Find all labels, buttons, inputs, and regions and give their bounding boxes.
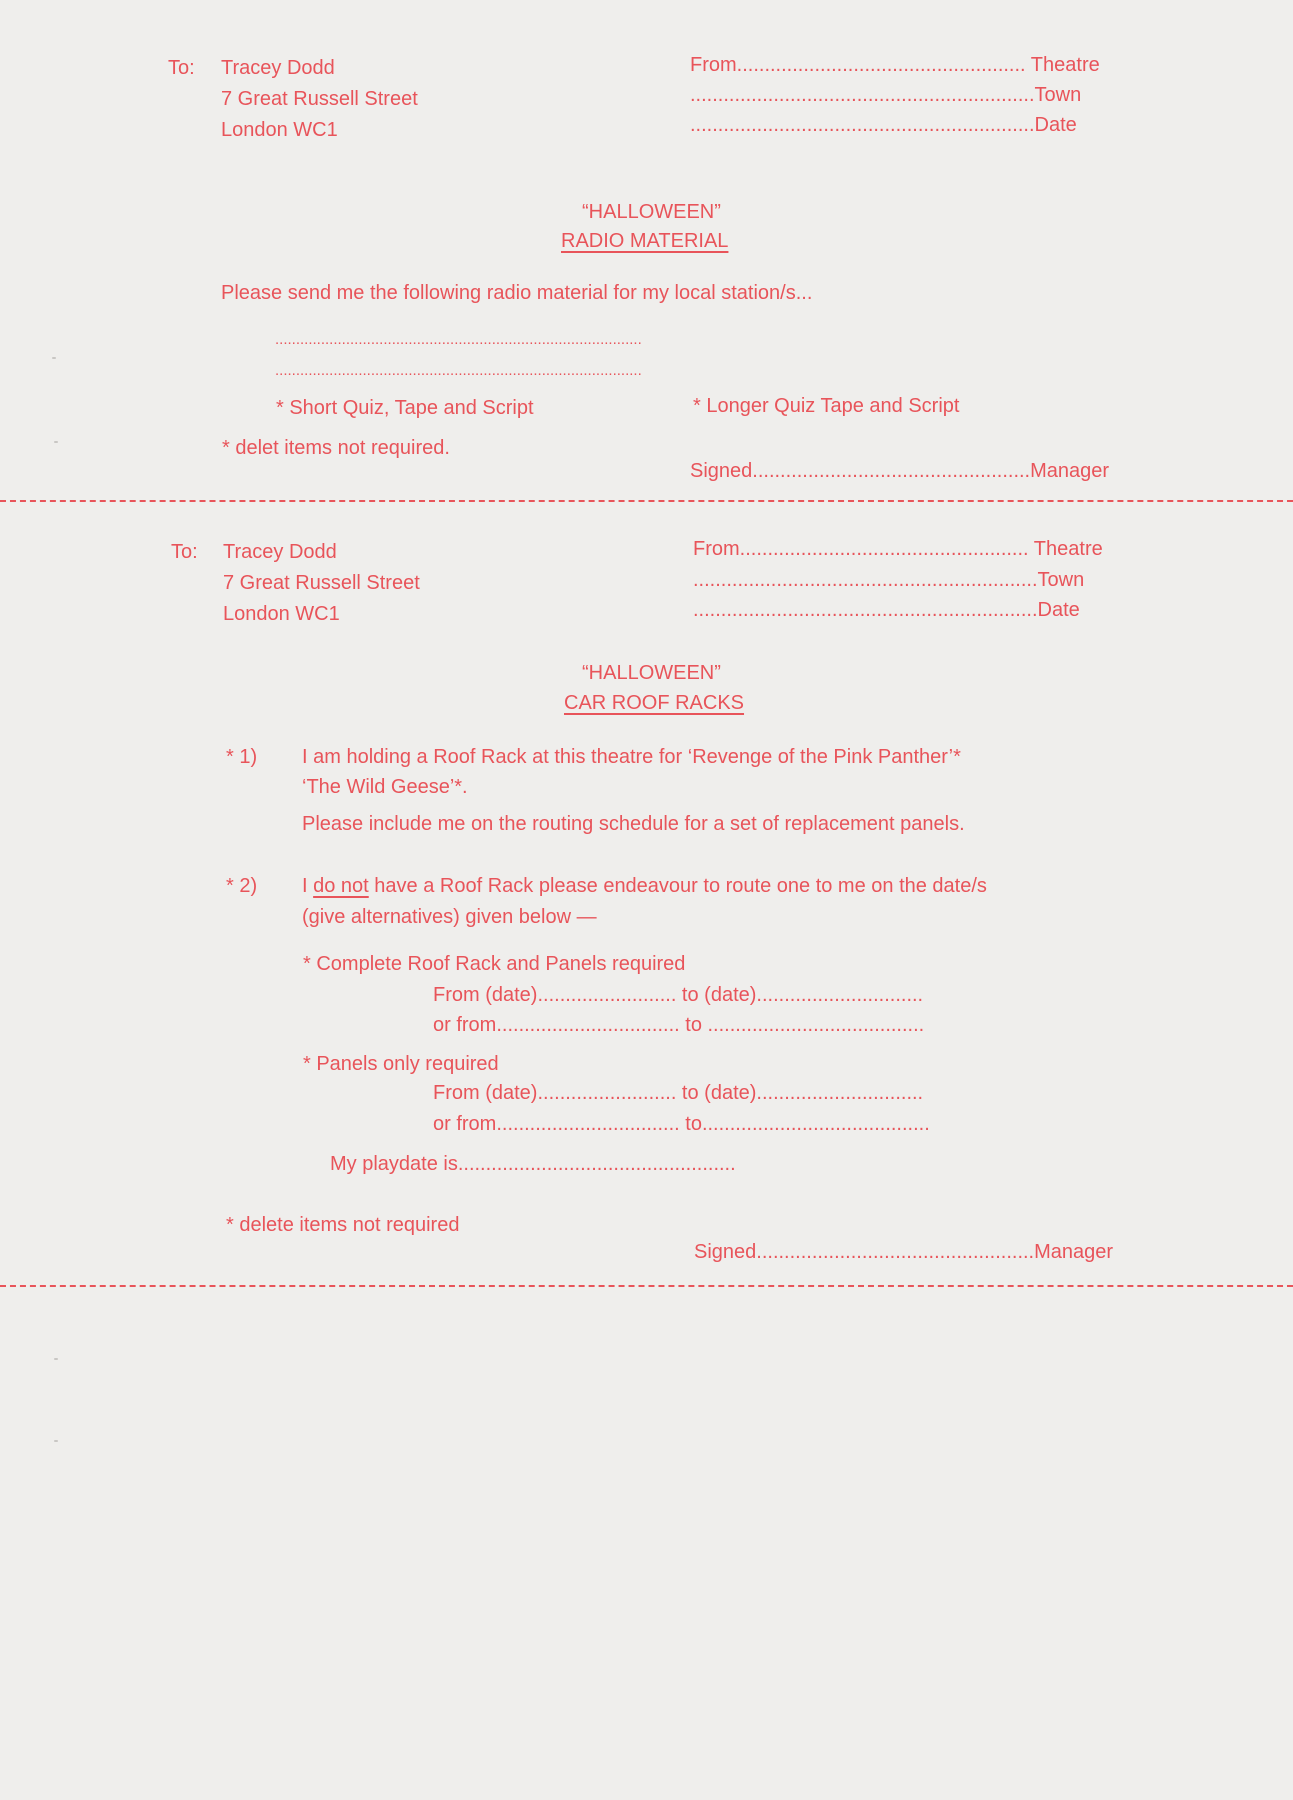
punch-mark (52, 357, 56, 359)
station-field-2[interactable]: ........................................................................................ (275, 362, 642, 379)
item-1-request: Please include me on the routing schedule for a set of replacement panels. (302, 813, 965, 835)
from-theatre-field[interactable]: From.................................................... Theatre (693, 538, 1103, 560)
to-label: To: (171, 541, 198, 563)
form-subtitle: RADIO MATERIAL (561, 230, 729, 252)
punch-mark (54, 1440, 58, 1442)
item-1-text-cont: ‘The Wild Geese’*. (302, 776, 468, 798)
form-subtitle: CAR ROOF RACKS (564, 692, 745, 714)
form-title: “HALLOWEEN” (582, 201, 721, 223)
complete-from-to-field[interactable]: From (date)......................... to (date).............................. (433, 984, 924, 1006)
recipient-street: 7 Great Russell Street (223, 572, 420, 594)
form-title: “HALLOWEEN” (582, 662, 721, 684)
delete-note: * delet items not required. (222, 437, 450, 459)
date-field[interactable]: ..............................................................Date (690, 114, 1077, 136)
recipient-city: London WC1 (221, 119, 338, 141)
item-2-text-post: have a Roof Rack please endeavour to route one to me on the date/s (368, 875, 987, 897)
recipient-name: Tracey Dodd (223, 541, 337, 563)
punch-mark (54, 1358, 58, 1360)
item-2-text-cont: (give alternatives) given below — (302, 906, 597, 928)
item-2-marker[interactable]: * 2) (226, 875, 258, 897)
to-label: To: (168, 57, 195, 79)
punch-mark (54, 441, 58, 443)
town-field[interactable]: ..............................................................Town (690, 84, 1082, 106)
request-text: Please send me the following radio material for my local station/s... (221, 282, 813, 304)
panels-or-from-field[interactable]: or from................................. to......................................... (433, 1113, 930, 1135)
item-2-text-pre: I (302, 875, 314, 897)
recipient-street: 7 Great Russell Street (221, 88, 418, 110)
date-field[interactable]: ..............................................................Date (693, 599, 1080, 621)
cut-line (0, 1285, 1293, 1287)
cut-line (0, 500, 1293, 502)
panels-from-to-field[interactable]: From (date)......................... to (date).............................. (433, 1082, 924, 1104)
item-2-text (302, 874, 987, 898)
option-long-quiz[interactable]: * Longer Quiz Tape and Script (693, 395, 960, 417)
option-short-quiz[interactable]: * Short Quiz, Tape and Script (276, 397, 534, 419)
complete-or-from-field[interactable]: or from................................. to ....................................... (433, 1014, 925, 1036)
recipient-city: London WC1 (223, 603, 340, 625)
delete-note: * delete items not required (226, 1214, 460, 1236)
panels-only-option[interactable]: * Panels only required (303, 1053, 499, 1075)
signed-manager-field[interactable]: Signed..................................................Manager (690, 460, 1110, 482)
town-field[interactable]: ..............................................................Town (693, 569, 1085, 591)
playdate-field[interactable]: My playdate is.................................................. (330, 1153, 736, 1175)
recipient-name: Tracey Dodd (221, 57, 335, 79)
item-1-text: I am holding a Roof Rack at this theatre for ‘Revenge of the Pink Panther’* (302, 746, 961, 768)
signed-manager-field[interactable]: Signed..................................................Manager (694, 1241, 1114, 1263)
do-not-emphasis: do not (313, 875, 369, 897)
from-theatre-field[interactable]: From.................................................... Theatre (690, 54, 1100, 76)
station-field-1[interactable]: ........................................................................................ (275, 331, 642, 348)
complete-rack-option[interactable]: * Complete Roof Rack and Panels required (303, 953, 686, 975)
item-1-marker[interactable]: * 1) (226, 746, 258, 768)
